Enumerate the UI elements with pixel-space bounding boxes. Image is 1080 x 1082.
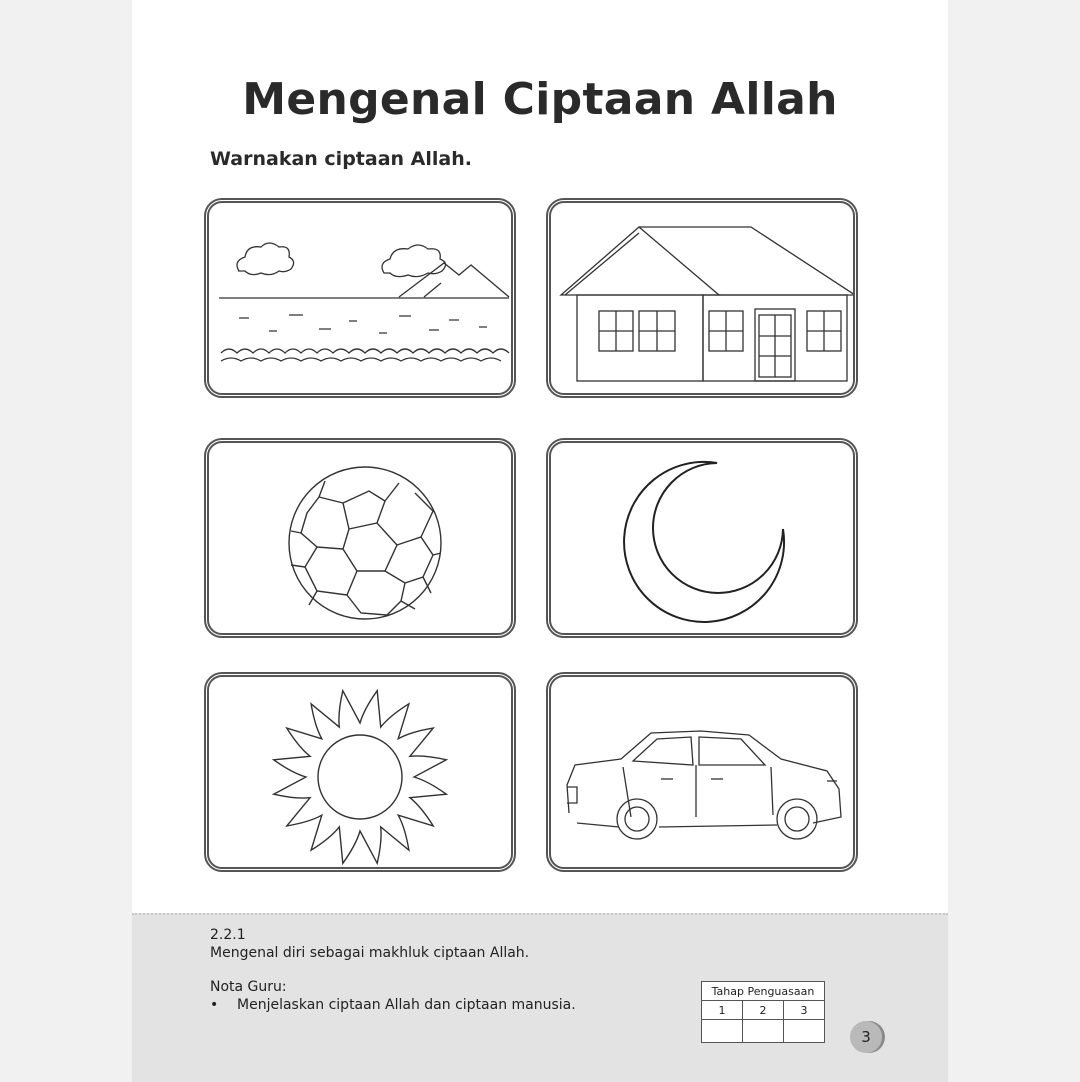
picture-card-house[interactable] — [546, 198, 858, 398]
mastery-level-1-box[interactable] — [702, 1020, 743, 1043]
teacher-notes-footer — [132, 913, 948, 1082]
mastery-level-3-label: 3 — [783, 1001, 824, 1020]
car-icon — [551, 677, 853, 867]
learning-objective: Mengenal diri sebagai makhluk ciptaan Allah. — [210, 945, 530, 961]
football-icon — [209, 443, 511, 633]
mastery-level-table — [701, 981, 825, 1043]
sun-icon — [209, 677, 511, 867]
worksheet-page — [132, 0, 948, 1080]
bullet-icon: • — [210, 997, 219, 1013]
mastery-level-3-box[interactable] — [783, 1020, 824, 1043]
mastery-level-2-box[interactable] — [742, 1020, 783, 1043]
picture-card-moon[interactable] — [546, 438, 858, 638]
teacher-note-item: Menjelaskan ciptaan Allah dan ciptaan manusia. — [237, 997, 576, 1013]
mastery-level-header: Tahap Penguasaan — [702, 982, 825, 1001]
picture-card-car[interactable] — [546, 672, 858, 872]
mastery-level-2-label: 2 — [742, 1001, 783, 1020]
page-title: Mengenal Ciptaan Allah — [242, 74, 838, 125]
house-icon — [551, 203, 853, 393]
picture-card-football[interactable] — [204, 438, 516, 638]
learning-standard-code: 2.2.1 — [210, 927, 246, 943]
sea-landscape-icon — [209, 203, 511, 393]
picture-card-sun[interactable] — [204, 672, 516, 872]
mastery-level-1-label: 1 — [702, 1001, 743, 1020]
teacher-note-heading: Nota Guru: — [210, 979, 287, 995]
crescent-moon-icon — [551, 443, 853, 633]
page-number: 3 — [850, 1021, 882, 1053]
picture-card-sea[interactable] — [204, 198, 516, 398]
instruction-text: Warnakan ciptaan Allah. — [210, 148, 472, 170]
